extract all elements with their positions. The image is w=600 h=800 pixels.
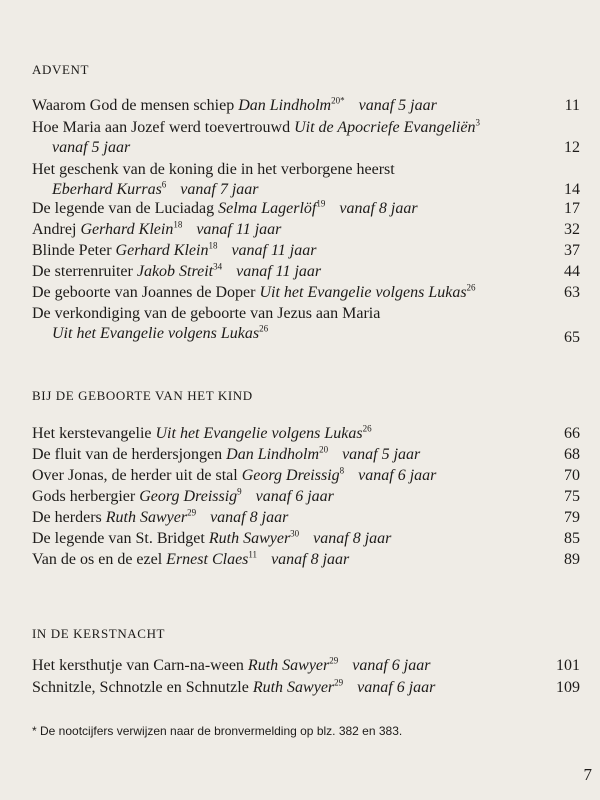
entry-page: 44 [564, 263, 580, 280]
section-heading-christmas-night: IN DE KERSTNACHT [32, 626, 166, 641]
footnote: * De nootcijfers verwijzen naar de bronvermelding op blz. 382 en 383. [32, 724, 403, 738]
toc-entry [32, 283, 580, 303]
entry-author: Gerhard Klein [80, 221, 174, 238]
toc-entry [32, 508, 580, 528]
toc-entry [32, 529, 580, 549]
entry-age: vanaf 5 jaar [358, 97, 437, 114]
entry-title: De legende van de Luciadag [32, 200, 215, 217]
entry-age: vanaf 6 jaar [357, 679, 436, 696]
entry-title: Hoe Maria aan Jozef werd toevertrouwd [32, 119, 291, 136]
entry-note: 9 [237, 486, 242, 497]
toc-entry [32, 466, 580, 486]
entry-age: vanaf 5 jaar [52, 139, 131, 156]
toc-entry [32, 118, 580, 158]
entry-note: 29 [334, 677, 344, 688]
entry-age: vanaf 11 jaar [231, 242, 317, 259]
entry-page: 12 [564, 139, 580, 156]
entry-page: 85 [564, 530, 580, 547]
entry-age: vanaf 8 jaar [271, 551, 350, 568]
toc-entry [32, 262, 580, 282]
entry-title: Het kerstevangelie [32, 425, 152, 442]
entry-author: Jakob Streit [136, 263, 214, 280]
entry-page: 63 [564, 284, 580, 301]
entry-page: 11 [564, 97, 580, 114]
entry-author: Ruth Sawyer [208, 530, 291, 547]
entry-note: 11 [248, 549, 258, 560]
entry-page: 65 [564, 329, 580, 346]
entry-note: 18 [173, 219, 183, 230]
toc-entry [32, 487, 580, 507]
entry-title: Over Jonas, de herder uit de stal [32, 467, 238, 484]
entry-page: 89 [564, 551, 580, 568]
page-number: 7 [583, 765, 592, 784]
entry-age: vanaf 8 jaar [210, 509, 289, 526]
entry-age: vanaf 11 jaar [196, 221, 282, 238]
entry-note: 29 [329, 655, 339, 666]
entry-title: Waarom God de mensen schiep [32, 97, 235, 114]
entry-note: 3 [475, 117, 481, 128]
entry-title: De herders [32, 509, 102, 526]
toc-entry [32, 678, 580, 698]
entry-page: 101 [556, 657, 580, 674]
entry-note: 30 [290, 528, 300, 539]
entry-note: 20* [331, 95, 345, 106]
entry-title: Gods herbergier [32, 488, 136, 505]
toc-entry [32, 550, 580, 570]
entry-title: De sterrenruiter [32, 263, 133, 280]
entry-page: 68 [564, 446, 580, 463]
entry-author: Dan Lindholm [238, 97, 332, 114]
entry-title: Het geschenk van de koning die in het verborgene heerst [32, 161, 395, 178]
entry-page: 79 [564, 509, 580, 526]
entry-note: 19 [316, 198, 326, 209]
entry-author: Dan Lindholm [226, 446, 320, 463]
entry-author: Gerhard Klein [115, 242, 209, 259]
entry-title: Blinde Peter [32, 242, 112, 259]
entry-page: 32 [564, 221, 580, 238]
entry-note: 26 [259, 323, 269, 334]
entry-author: Ruth Sawyer [105, 509, 188, 526]
entry-author: Uit het Evangelie volgens Lukas [259, 284, 467, 301]
toc-entry [32, 241, 580, 261]
section-heading-advent: ADVENT [32, 62, 90, 77]
entry-page: 66 [564, 425, 580, 442]
toc-entry [32, 160, 580, 200]
entry-note: 26 [466, 282, 476, 293]
entry-title: Het kersthutje van Carn-na-ween [32, 657, 244, 674]
toc-entry [32, 304, 580, 344]
entry-author: Selma Lagerlöf [218, 200, 317, 217]
entry-author: Georg Dreissig [139, 488, 238, 505]
entry-page: 109 [556, 679, 580, 696]
entry-author: Ruth Sawyer [247, 657, 330, 674]
entry-note: 26 [362, 423, 372, 434]
entry-note: 18 [208, 240, 218, 251]
entry-author: Ruth Sawyer [252, 679, 335, 696]
toc-entry [32, 199, 580, 219]
entry-title: De geboorte van Joannes de Doper [32, 284, 256, 301]
entry-note: 29 [187, 507, 197, 518]
entry-author: Uit het Evangelie volgens Lukas [155, 425, 363, 442]
entry-title: Van de os en de ezel [32, 551, 163, 568]
toc-entry [32, 424, 580, 444]
entry-age: vanaf 8 jaar [339, 200, 418, 217]
entry-age: vanaf 8 jaar [313, 530, 392, 547]
entry-note: 8 [339, 465, 345, 476]
entry-age: vanaf 11 jaar [236, 263, 322, 280]
entry-author: Uit de Apocriefe Evangeliën [294, 119, 476, 136]
entry-title: De verkondiging van de geboorte van Jezus aan Maria [32, 305, 381, 322]
entry-page: 75 [564, 488, 580, 505]
toc-entry [32, 96, 580, 116]
entry-author: Eberhard Kurras [52, 181, 162, 198]
entry-author: Uit het Evangelie volgens Lukas [52, 325, 260, 342]
entry-title: De legende van St. Bridget [32, 530, 205, 547]
entry-age: vanaf 5 jaar [342, 446, 421, 463]
entry-title: Andrej [32, 221, 77, 238]
toc-entry [32, 656, 580, 676]
entry-note: 34 [213, 261, 223, 272]
toc-entry [32, 445, 580, 465]
entry-page: 17 [564, 200, 580, 217]
entry-page: 70 [564, 467, 580, 484]
entry-age: vanaf 6 jaar [352, 657, 431, 674]
entry-page: 37 [564, 242, 580, 259]
entry-page: 14 [564, 181, 580, 198]
entry-title: De fluit van de herdersjongen [32, 446, 223, 463]
section-heading-birth: BIJ DE GEBOORTE VAN HET KIND [32, 388, 253, 403]
entry-age: vanaf 6 jaar [358, 467, 437, 484]
entry-author: Ernest Claes [166, 551, 249, 568]
entry-age: vanaf 7 jaar [180, 181, 259, 198]
entry-note: 6 [161, 179, 167, 190]
entry-title: Schnitzle, Schnotzle en Schnutzle [32, 679, 249, 696]
entry-age: vanaf 6 jaar [255, 488, 334, 505]
entry-author: Georg Dreissig [241, 467, 340, 484]
toc-entry [32, 220, 580, 240]
entry-note: 20 [319, 444, 329, 455]
